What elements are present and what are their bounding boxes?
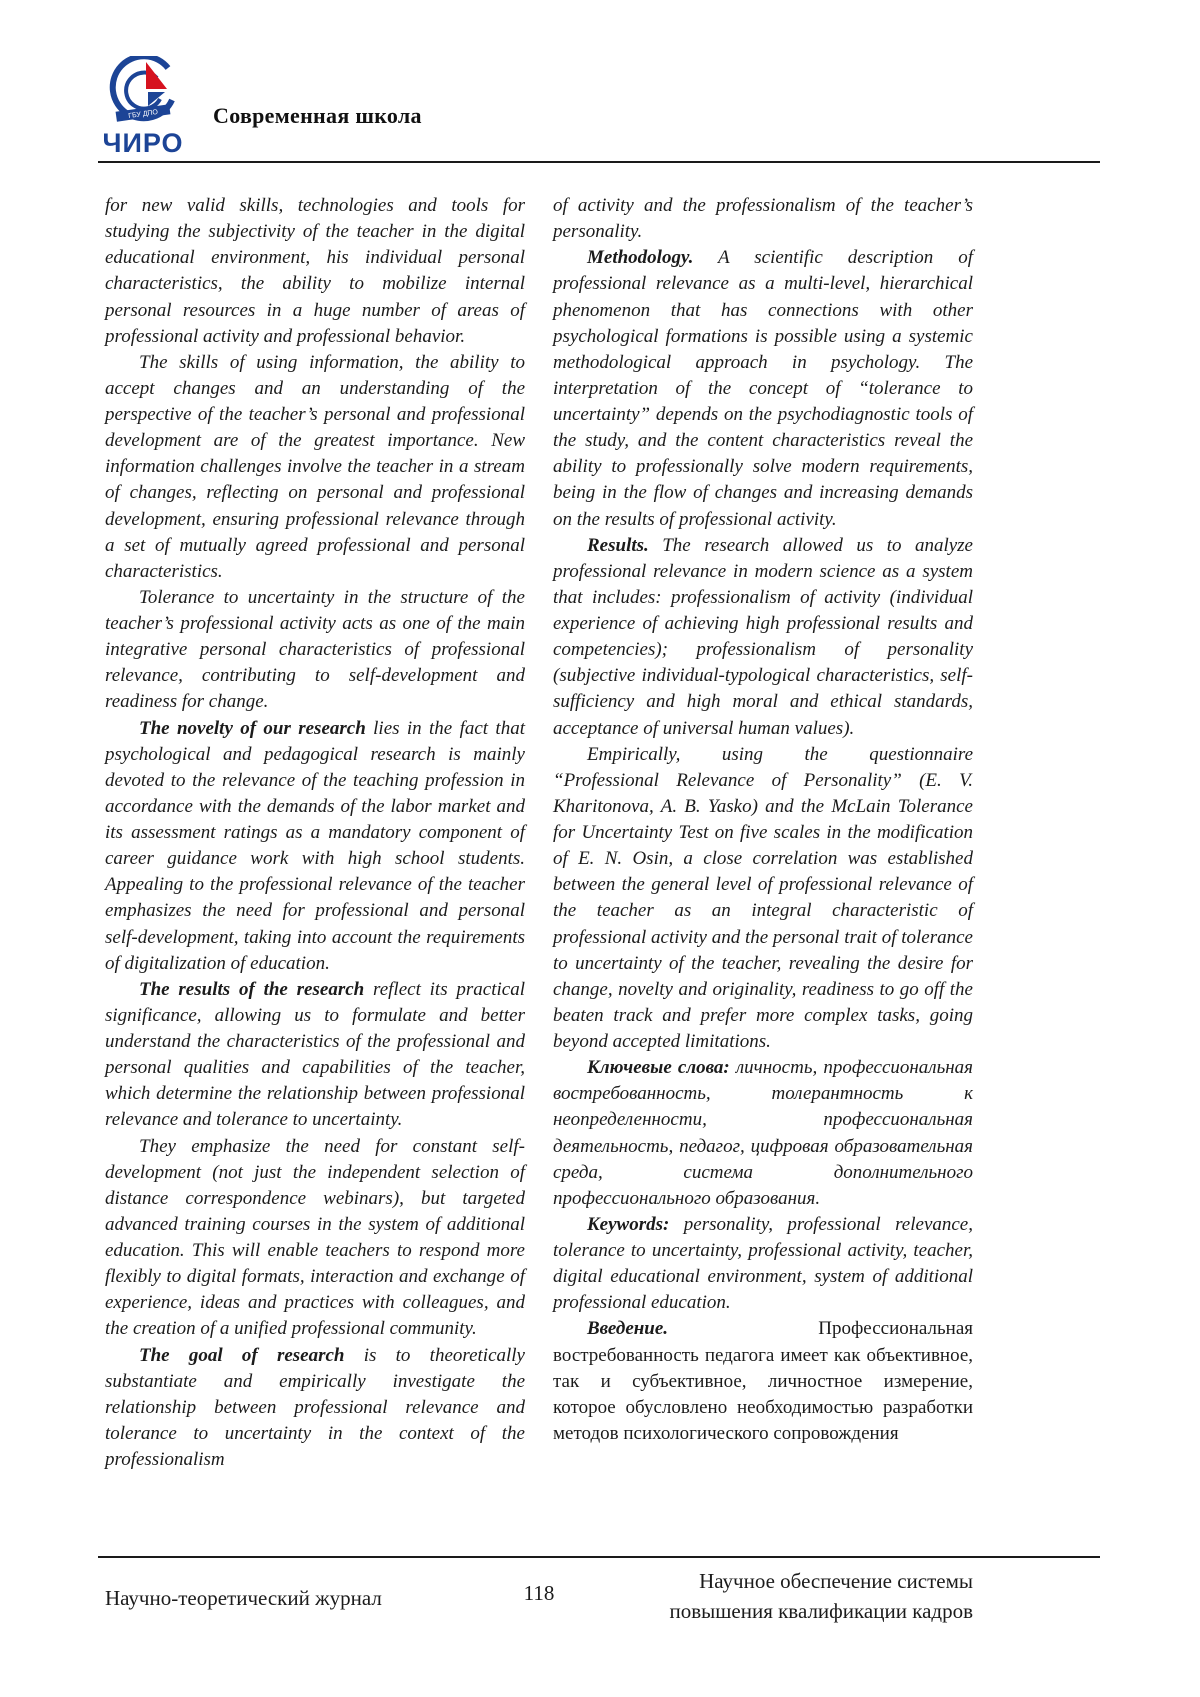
paragraph: The skills of using information, the ability to accept changes and an understanding of the perspective of the teacher’s personal and professional development are of the greatest importance. New information challenges involve the teacher in a stream of changes, reflecting on personal and professional development, ensuring professional relevance through a set of mutually agreed professional and personal characteristics. (105, 351, 525, 582)
footer-series-line2: повышения квалификации кадров (669, 1599, 973, 1623)
paragraph: Введение. Профессиональная востребованность педагога имеет как объективное, так и субъективное, личностное измерение, которое обусловлено необходимостью разработки методов психологического сопровождения (553, 1318, 973, 1444)
page-number: 118 (523, 1581, 555, 1605)
paragraph: of activity and the professionalism of the teacher’s personality. (553, 195, 973, 243)
paragraph-lead: Methodology. (587, 247, 694, 269)
paragraph: Empirically, using the questionnaire “Professional Relevance of Personality” (E. V. Kharitonova, A. B. Yasko) and the McLain Tolerance for Uncertainty Test on five scales in the modification of E. N. Osin, a close correlation was established between the general level of professional relevance of the teacher as an integral characteristic of professional activity and the personal trait of tolerance to uncertainty of the teacher, revealing the desire for change, novelty and originality, readiness to go off the beaten track and prefer more complex tasks, going beyond accepted limitations. (553, 743, 973, 1052)
column-left (105, 193, 525, 1473)
paragraph-lead: Keywords: (587, 1213, 670, 1235)
paragraph-lead: Ключевые слова: (587, 1057, 730, 1079)
paragraph: Results. The research allowed us to analyze professional relevance in modern science as a system that includes: professionalism of activity (individual experience of achieving high professional results and competencies); professionalism of personality (subjective individual-typological characteristics, self-sufficiency and high moral and ethical standards, acceptance of universal human values). (553, 534, 973, 739)
journal-logo (104, 56, 184, 160)
paragraph: for new valid skills, technologies and tools for studying the subjectivity of the teacher in the digital educational environment, his individual personal characteristics, the ability to mobilize internal personal resources in a huge number of areas of professional activity and professional behavior. (105, 195, 525, 347)
paragraph-lead: Введение. (587, 1318, 669, 1340)
paragraph-lead: The results of the research (139, 978, 365, 1000)
paragraph: The goal of research is to theoretically substantiate and empirically investigate the relationship between professional relevance and tolerance to uncertainty in the context of the professionalism (105, 1344, 525, 1470)
header-rule (98, 161, 1100, 163)
paragraph: The novelty of our research lies in the fact that psychological and pedagogical research is mainly devoted to the relevance of the teaching profession in accordance with the demands of the labor market and its assessment ratings as a mandatory component of career guidance work with high school students. Appealing to the professional relevance of the teacher emphasizes the need for professional and personal self-development, taking into account the requirements of digitalization of education. (105, 717, 525, 974)
column-right (553, 193, 973, 1473)
journal-section-title: Современная школа (213, 103, 422, 128)
logo-band-text: ГБУ ДПО (127, 108, 159, 121)
paragraph: Ключевые слова: личность, профессиональная востребованность, толерантность к неопределенности, профессиональная деятельность, педагог, цифровая образовательная среда, система дополнительного профессионального образования. (553, 1057, 973, 1209)
paragraph-lead: The goal of research (139, 1344, 345, 1366)
paragraph: Methodology. A scientific description of professional relevance as a multi-level, hierarchical phenomenon that has connections with other psychological formations is possible using a systemic methodological approach in psychology. The interpretation of the concept of “tolerance to uncertainty” depends on the psychodiagnostic tools of the study, and the content characteristics reveal the ability to professionally solve modern requirements, being in the flow of changes and increasing demands on the results of professional activity. (553, 247, 973, 530)
footer-journal-type: Научно-теоретический журнал (105, 1586, 382, 1610)
footer-series-line1: Научное обеспечение системы (699, 1569, 973, 1593)
paragraph: The results of the research reflect its practical significance, allowing us to formulate and better understand the characteristics of the professional and personal qualities and capabilities of the teacher, which determine the relationship between professional relevance and tolerance to uncertainty. (105, 978, 526, 1131)
paragraph: Keywords: personality, professional relevance, tolerance to uncertainty, professional activity, teacher, digital educational environment, system of additional professional education. (553, 1213, 973, 1314)
paragraph: They emphasize the need for constant self-development (not just the independent selection of distance correspondence webinars), but targeted advanced training courses in the system of additional education. This will enable teachers to respond more flexibly to digital formats, interaction and exchange of experience, ideas and practices with colleagues, and the creation of a unified professional community. (105, 1135, 525, 1340)
chiro-logo-icon (104, 56, 184, 160)
footer-rule (98, 1556, 1100, 1558)
paragraph-lead: The novelty of our research (139, 717, 366, 739)
logo-wordmark: ЧИРО (104, 128, 184, 158)
footer-series-title (105, 1566, 973, 1626)
article-body (105, 193, 973, 1473)
paragraph: Tolerance to uncertainty in the structure of the teacher’s professional activity acts as one of the main integrative personal characteristics of professional relevance, contributing to self-development and readiness for change. (105, 586, 525, 713)
paragraph-lead: Results. (587, 534, 649, 556)
